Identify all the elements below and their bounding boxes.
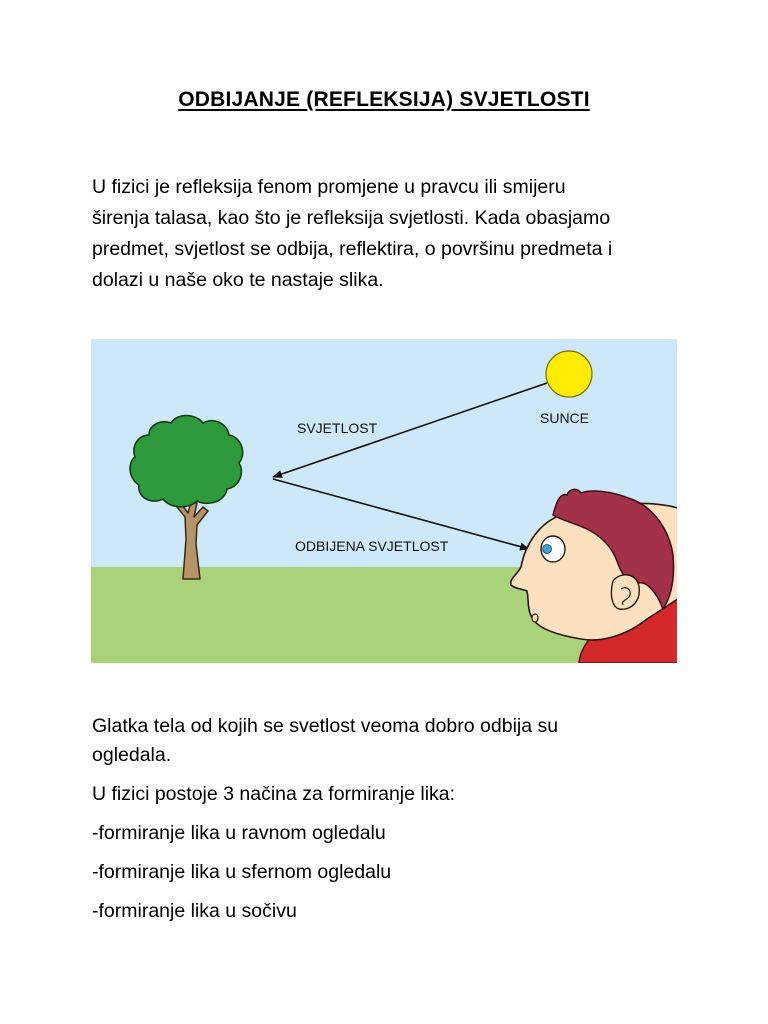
- intro-line: dolazi u naše oko te nastaje slika.: [92, 269, 384, 291]
- sun-icon: [546, 351, 592, 397]
- paragraph-mirrors: [92, 712, 692, 770]
- intro-line: predmet, svjetlost se odbija, reflektira, o površinu predmeta i: [92, 238, 613, 260]
- label-sun: SUNCE: [540, 410, 590, 426]
- paragraph-line: Glatka tela od kojih se svetlost veoma dobro odbija su: [92, 715, 559, 737]
- page-title: ODBIJANJE (REFLEKSIJA) SVJETLOSTI: [178, 88, 590, 111]
- list-item: -formiranje lika u sfernom ogledalu: [92, 861, 392, 883]
- intro-line: U fizici je refleksija fenom promjene u pravcu ili smijeru: [92, 176, 566, 198]
- list-item: -formiranje lika u ravnom ogledalu: [92, 822, 386, 844]
- illustration-svg: [91, 339, 677, 663]
- paragraph-methods: U fizici postoje 3 načina za formiranje lika:: [92, 783, 456, 805]
- paragraph-line: ogledala.: [92, 744, 172, 766]
- intro-line: širenja talasa, kao što je refleksija svjetlosti. Kada obasjamo: [92, 207, 611, 229]
- body-text: [92, 712, 692, 936]
- label-light: SVJETLOST: [297, 420, 378, 436]
- list-item: -formiranje lika u sočivu: [92, 900, 297, 922]
- intro-paragraph: [92, 172, 692, 296]
- reflection-illustration: [91, 339, 677, 663]
- label-reflected-light: ODBIJENA SVJETLOST: [295, 538, 449, 554]
